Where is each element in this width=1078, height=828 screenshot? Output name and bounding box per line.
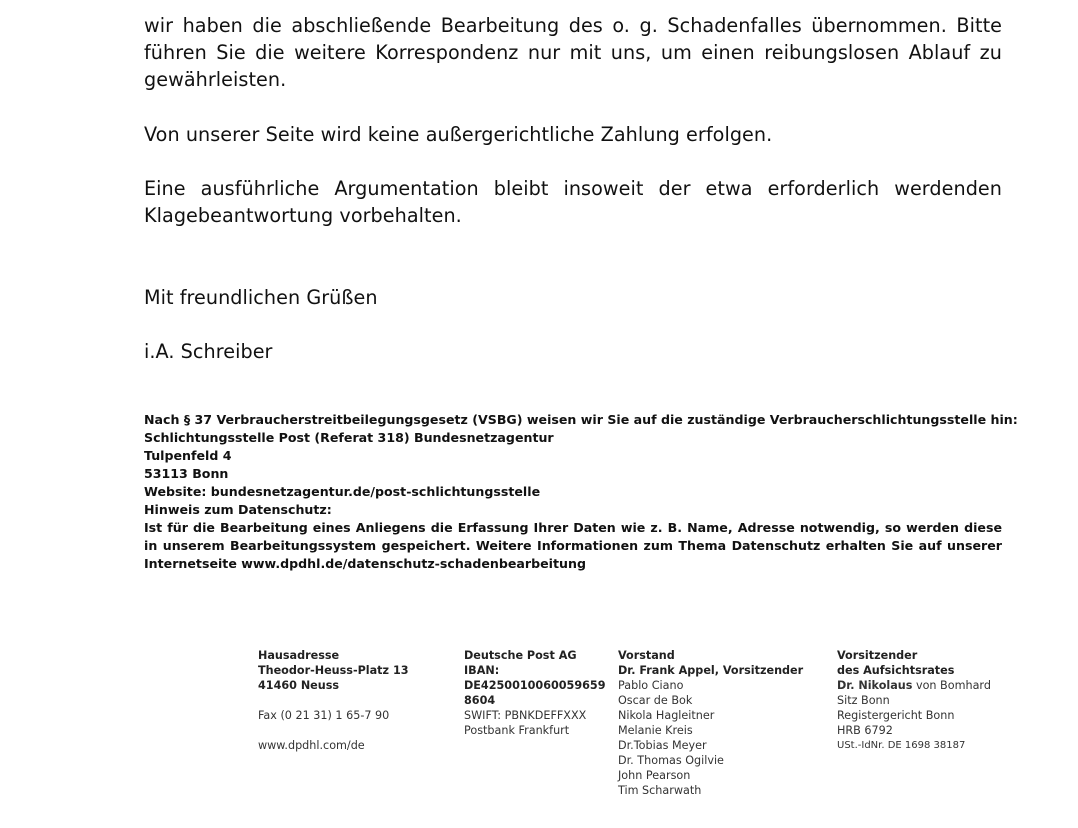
footer-swift: SWIFT: PBNKDEFFXXX xyxy=(464,709,587,722)
footer-register-court: Registergericht Bonn xyxy=(837,709,955,722)
footer-supervisory-heading-1: Vorsitzender xyxy=(837,649,918,662)
footer-supervisory-chair-rest: von Bomhard xyxy=(912,679,991,692)
footer-supervisory-chair xyxy=(837,678,1037,693)
footer-address-heading: Hausadresse xyxy=(258,649,340,662)
footer-address-street: Theodor-Heuss-Platz 13 xyxy=(258,664,409,677)
footer-supervisory-heading-2: des Aufsichtsrates xyxy=(837,664,955,677)
letter-paragraph-takeover: wir haben die abschließende Bearbeitung des o. g. Schadenfalles übernommen. Bitte führen Sie die weitere Korrespondenz nur mit uns, um einen reibungslosen Ablauf zu gewährleisten. xyxy=(144,14,1002,91)
footer-bank-name: Postbank Frankfurt xyxy=(464,724,570,737)
footer-hrb: HRB 6792 xyxy=(837,724,893,737)
arbitration-website: Website: bundesnetzagentur.de/post-schlichtungsstelle xyxy=(144,484,541,499)
footer-company-name: Deutsche Post AG xyxy=(464,649,577,662)
privacy-text: Ist für die Bearbeitung eines Anliegens die Erfassung Ihrer Daten wie z. B. Name, Adresse notwendig, so werden diese in unserem Bearbeitungssystem gespeichert. Weitere Informationen zum Thema Datenschutz erhalten Sie auf unserer Internetseite www.dpdhl.de/datenschutz-schadenbearbeitung xyxy=(144,520,1002,571)
footer-supervisory-chair-bold: Dr. Nikolaus xyxy=(837,679,913,692)
arbitration-street: Tulpenfeld 4 xyxy=(144,448,232,463)
footer-fax: Fax (0 21 31) 1 65-7 90 xyxy=(258,709,390,722)
footer-seat: Sitz Bonn xyxy=(837,694,890,707)
footer-supervisory-column xyxy=(837,648,1037,753)
footer-iban-part2: 8604 xyxy=(464,694,496,707)
footer-address-column xyxy=(258,648,448,753)
footer-board-member: Dr.Tobias Meyer xyxy=(618,739,707,752)
letter-paragraph-no-payment: Von unserer Seite wird keine außergerichtliche Zahlung erfolgen. xyxy=(144,123,773,146)
footer-website: www.dpdhl.com/de xyxy=(258,739,365,752)
footer-board-member: Tim Scharwath xyxy=(618,784,702,797)
letter-closing: Mit freundlichen Grüßen xyxy=(144,286,378,309)
footer-vat-id: USt.-IdNr. DE 1698 38187 xyxy=(837,740,966,751)
footer-iban-part1: DE4250010060059659 xyxy=(464,679,606,692)
footer-board-member: Dr. Thomas Ogilvie xyxy=(618,754,724,767)
arbitration-body-name: Schlichtungsstelle Post (Referat 318) Bundesnetzagentur xyxy=(144,430,554,445)
footer-board-member: Melanie Kreis xyxy=(618,724,693,737)
footer-address-city: 41460 Neuss xyxy=(258,679,340,692)
footer-board-member: John Pearson xyxy=(618,769,691,782)
footer-iban-label: IBAN: xyxy=(464,664,500,677)
footer-board-heading: Vorstand xyxy=(618,649,675,662)
legal-notice xyxy=(144,411,1018,573)
footer-board-chair: Dr. Frank Appel, Vorsitzender xyxy=(618,664,804,677)
footer-bank-column xyxy=(464,648,609,738)
footer-board-member: Nikola Hagleitner xyxy=(618,709,715,722)
vsbg-notice-line: Nach § 37 Verbraucherstreitbeilegungsgesetz (VSBG) weisen wir Sie auf die zuständige Verbraucherschlichtungsstelle hin: xyxy=(144,412,1018,427)
footer-board-column xyxy=(618,648,818,798)
letter-signature: i.A. Schreiber xyxy=(144,340,273,363)
arbitration-city: 53113 Bonn xyxy=(144,466,229,481)
footer-board-member: Pablo Ciano xyxy=(618,679,684,692)
letter-paragraph-argumentation: Eine ausführliche Argumentation bleibt insoweit der etwa erforderlich werdenden Klagebeantwortung vorbehalten. xyxy=(144,177,1002,227)
privacy-heading: Hinweis zum Datenschutz: xyxy=(144,502,332,517)
footer-board-member: Oscar de Bok xyxy=(618,694,693,707)
